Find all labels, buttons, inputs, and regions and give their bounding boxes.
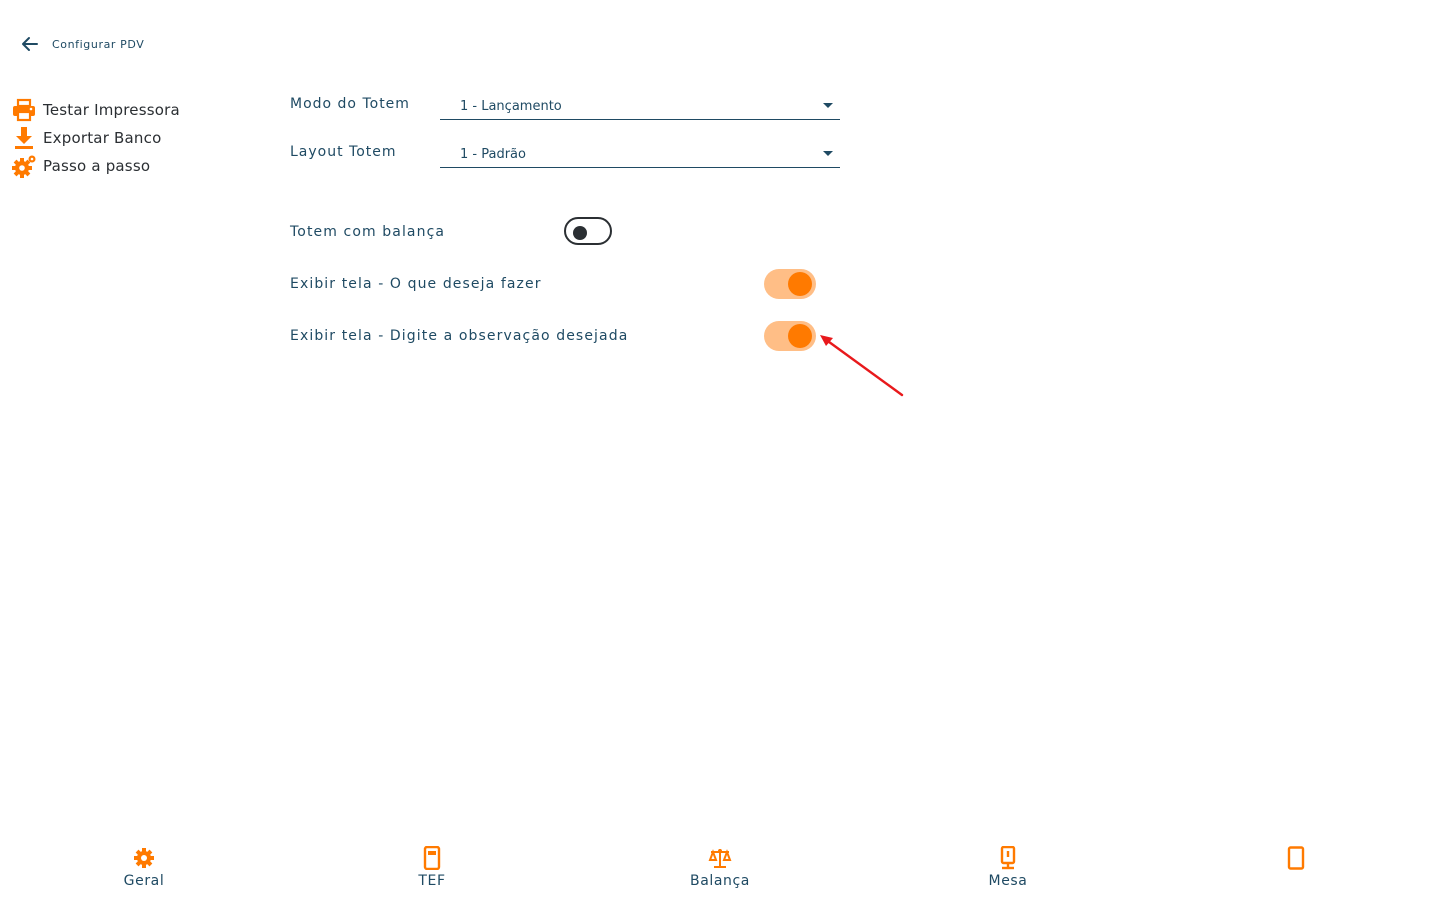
table-tablet-icon <box>995 845 1021 871</box>
side-item-passo-a-passo[interactable] <box>11 152 180 180</box>
select-value: 1 - Padrão <box>460 147 526 162</box>
side-item-label: Passo a passo <box>43 157 151 175</box>
side-menu <box>11 96 180 180</box>
printer-icon <box>11 98 37 122</box>
totem-com-balanca-toggle[interactable] <box>564 217 612 245</box>
side-item-testar-impressora[interactable] <box>11 96 180 124</box>
exibir-tela-o-que-deseja-label: Exibir tela - O que deseja fazer <box>290 276 542 292</box>
exibir-tela-o-que-deseja-toggle[interactable] <box>764 269 816 299</box>
select-value: 1 - Lançamento <box>460 99 562 114</box>
exibir-tela-observacao-toggle[interactable] <box>764 321 816 351</box>
back-button[interactable] <box>20 34 40 54</box>
toggle-knob <box>573 226 587 240</box>
nav-item-mesa[interactable] <box>948 845 1068 889</box>
side-item-label: Exportar Banco <box>43 129 162 147</box>
nav-item-geral[interactable] <box>84 845 204 889</box>
card-terminal-icon <box>419 845 445 871</box>
nav-item-balanca[interactable] <box>660 845 780 889</box>
gears-icon <box>11 154 37 178</box>
arrow-left-icon <box>20 34 40 54</box>
layout-totem-label: Layout Totem <box>290 144 397 160</box>
header <box>20 34 144 54</box>
modo-totem-label: Modo do Totem <box>290 96 410 112</box>
gear-icon <box>131 845 157 871</box>
totem-com-balanca-label: Totem com balança <box>290 224 446 240</box>
caret-down-icon <box>823 103 833 108</box>
nav-label: Balança <box>689 873 750 889</box>
caret-down-icon <box>823 151 833 156</box>
nav-label: TEF <box>418 873 446 889</box>
layout-totem-select[interactable] <box>440 143 840 168</box>
toggle-knob <box>788 324 812 348</box>
modo-totem-select[interactable] <box>440 95 840 120</box>
download-icon <box>11 126 37 150</box>
nav-item-tef[interactable] <box>372 845 492 889</box>
bottom-nav <box>0 845 1439 899</box>
page-title: Configurar PDV <box>52 37 145 51</box>
nav-item-tablet[interactable] <box>1236 845 1356 873</box>
side-item-label: Testar Impressora <box>43 101 180 119</box>
tablet-icon <box>1283 845 1309 871</box>
toggle-knob <box>788 272 812 296</box>
scale-icon <box>707 845 733 871</box>
annotation-arrow-icon <box>815 330 910 402</box>
nav-label: Mesa <box>988 873 1028 889</box>
nav-label: Geral <box>123 873 165 889</box>
exibir-tela-observacao-label: Exibir tela - Digite a observação desejada <box>290 328 629 344</box>
side-item-exportar-banco[interactable] <box>11 124 180 152</box>
